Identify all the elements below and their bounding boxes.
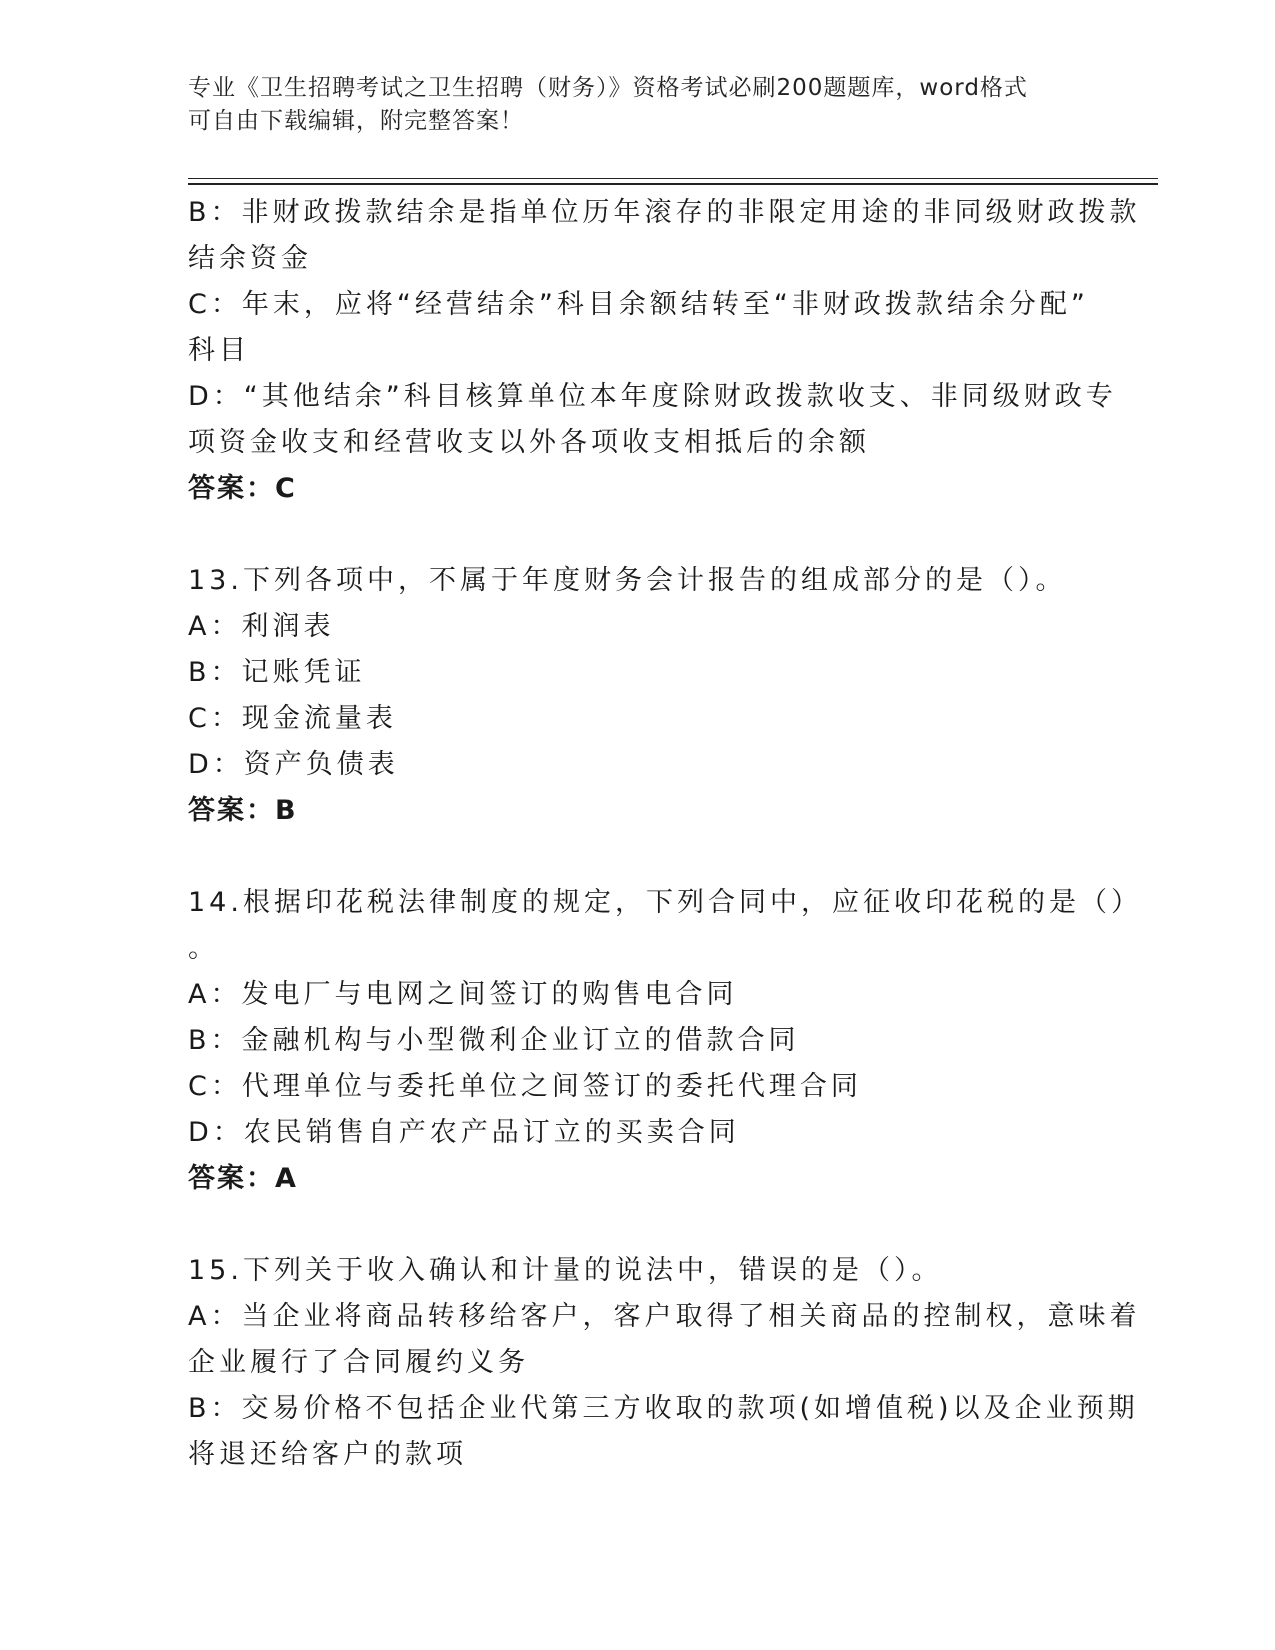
document-header — [188, 72, 1088, 138]
question-12-continued — [188, 190, 1141, 512]
option-c-line-1: C：年末，应将“经营结余”科目余额结转至“非财政拨款结余分配” — [188, 289, 1089, 320]
header-rule-thin — [188, 178, 1158, 179]
option-b-line-1: B：交易价格不包括企业代第三方收取的款项(如增值税)以及企业预期 — [188, 1393, 1139, 1424]
question-text: 15.下列关于收入确认和计量的说法中，错误的是（）。 — [188, 1255, 943, 1286]
option-a-line-2: 企业履行了合同履约义务 — [188, 1347, 529, 1378]
header-line-2: 可自由下载编辑，附完整答案！ — [188, 108, 524, 134]
option-a-line-1: A：当企业将商品转移给客户，客户取得了相关商品的控制权，意味着 — [188, 1301, 1141, 1332]
document-body — [188, 190, 1142, 1478]
spacer — [188, 1202, 1088, 1248]
option-b-line-2: 将退还给客户的款项 — [188, 1439, 467, 1470]
option-a: A：利润表 — [188, 611, 335, 642]
question-15 — [188, 1248, 1141, 1478]
answer-label: 答案：A — [188, 1163, 298, 1194]
answer-label: 答案：B — [188, 795, 298, 826]
option-b: B：金融机构与小型微利企业订立的借款合同 — [188, 1025, 800, 1056]
question-13 — [188, 558, 1088, 834]
option-b: B：记账凭证 — [188, 657, 366, 688]
answer-label: 答案：C — [188, 473, 297, 504]
option-d-line-2: 项资金收支和经营收支以外各项收支相抵后的余额 — [188, 427, 870, 458]
header-rule-thick — [188, 183, 1158, 185]
option-b-line-2: 结余资金 — [188, 243, 312, 274]
option-d: D：农民销售自产农产品订立的买卖合同 — [188, 1117, 740, 1148]
option-d: D：资产负债表 — [188, 749, 399, 780]
question-text-line-2: 。 — [188, 933, 219, 964]
option-b-line-1: B：非财政拨款结余是指单位历年滚存的非限定用途的非同级财政拨款 — [188, 197, 1141, 228]
spacer — [188, 512, 1088, 558]
question-text: 13.下列各项中，不属于年度财务会计报告的组成部分的是（）。 — [188, 565, 1067, 596]
question-14 — [188, 880, 1142, 1202]
option-c: C：代理单位与委托单位之间签订的委托代理合同 — [188, 1071, 862, 1102]
option-c: C：现金流量表 — [188, 703, 397, 734]
header-line-1: 专业《卫生招聘考试之卫生招聘（财务）》资格考试必刷200题题库，word格式 — [188, 75, 1028, 101]
spacer — [188, 834, 1088, 880]
option-c-line-2: 科目 — [188, 335, 250, 366]
option-a: A：发电厂与电网之间签订的购售电合同 — [188, 979, 738, 1010]
option-d-line-1: D：“其他结余”科目核算单位本年度除财政拨款收支、非同级财政专 — [188, 381, 1117, 412]
question-text-line-1: 14.根据印花税法律制度的规定，下列合同中，应征收印花税的是（） — [188, 887, 1142, 918]
